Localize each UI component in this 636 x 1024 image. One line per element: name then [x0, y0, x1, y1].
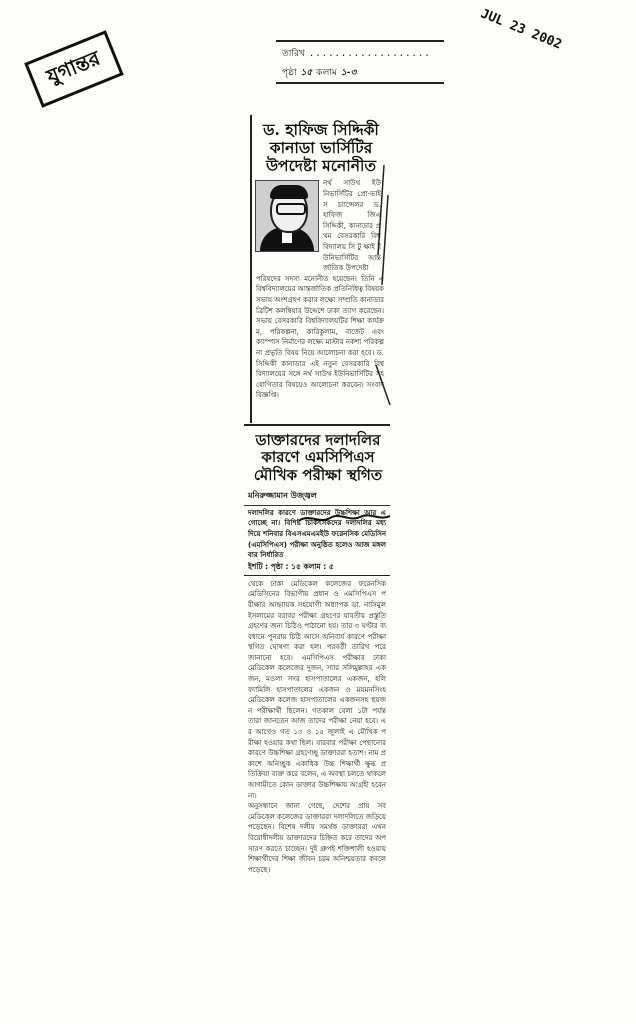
article2-headline: ডাক্তারদের দলাদলির কারণে এমসিপিএস মৌখিক পরীক্ষা স্থগিত: [244, 424, 390, 488]
column-value: ১-৩: [340, 68, 357, 78]
article-clipping-2: [244, 424, 390, 904]
page-label: পৃষ্ঠা: [282, 68, 297, 78]
date-label: তারিখ: [282, 49, 305, 59]
article2-byline: মনিরুজ্জামান উজ্জ্বল: [244, 488, 390, 506]
column-label: কলাম: [316, 68, 337, 78]
date-fill: ...................: [308, 48, 431, 59]
article2-continued-note: ইশটি : পৃষ্ঠা : ১৫ কলাম : ৫: [244, 561, 390, 576]
article1-side-text: নর্থ সাউথ ইউনিভার্সিটির প্রো-ভাইস চ্যান্সেলর ড. হাফিজ জিএ সিদ্দিকী, কানাডার প্রথম বেসরকারি বিশ্ববিদ্যালয় সি টু ক্ষাই ইউনিভার্সিটির আন্তর্জাতিক উপদেষ্টা: [323, 179, 381, 273]
date-stamp: JUL 23 2002: [478, 6, 564, 53]
article2-body-2: অনুসন্ধানে জানা গেছে, দেশের প্রায় সব মেডিকেল কলেজের ডাক্তাররা দলাদলিতে জড়িয়ে পড়েছেন। বিশেষ দলীয় সমর্থক ডাক্তাররা এখন বিরোধীদলীয় ডাক্তারদের চিহ্নিত করে তাদের অপসারণ করতে চাচ্ছেন। দুই গ্রুপই শক্তিশালী হওয়ায় শিক্ষার্থীদের শিক্ষা জীবন চরম অনিশ্চয়তার কবলে পড়েছে।: [248, 802, 386, 874]
margin-pen-marks: [372, 165, 392, 415]
article2-lead: দলাদলির কারণে ডাক্তারদের উচ্চশিক্ষা আর এগোচ্ছে না। বিশিষ্ট চিকিৎসকদের দলাদলির মধ্য দিয়ে শনিবার বিএসএমএমইউ ফরেনসিক মেডিসিন (এমসিপিএস) পরীক্ষা অনুষ্ঠিত হলেও আজ মঙ্গলবার নির্ধারিত: [248, 508, 386, 560]
portrait-photo: [255, 180, 319, 252]
date-row: [282, 44, 438, 63]
page-value: ১৫: [300, 68, 313, 78]
article1-body: পরিষদের সদস্য মনোনীত হয়েছেন। তিনি এ বিশ্ববিদ্যালয়ের আন্তর্জাতিক প্রতিনিধিত্ব বিষয়ক সভায় অংশগ্রহণ করার লক্ষ্যে সম্প্রতি কানাডার ব্রিটিশ কলম্বিয়ার উদ্দেশে ঢাকা ত্যাগ করেছেন। সভায় বেসরকারি বিশ্ববিদ্যালয়টির শিক্ষা কার্যক্রম, পরিকল্পনা, কারিকুলাম, বাজেট এবং ক্যাম্পাস নির্মাণের লক্ষ্যে মাস্টার নকশা পরিকল্পনা প্রভৃতি বিষয় নিয়ে আলোচনা করা হবে। ড. সিদ্দিকী কানাডার এই নতুন বেসরকারি বিশ্ববিদ্যালয়ের সঙ্গে নর্থ সাউথ ইউনিভার্সিটির সহযোগিতার বিষয়েও আলোচনা করবেন। সংবাদ বিজ্ঞপ্তি।: [256, 274, 384, 400]
newspaper-logo-text: যুগান্তর: [42, 45, 104, 89]
newspaper-logo-stamp: [24, 30, 124, 107]
article-clipping-1: [250, 115, 388, 423]
article1-headline: ড. হাফিজ সিদ্দিকী কানাডা ভার্সিটির উপদেষ্টা মনোনীত: [263, 120, 379, 175]
article1-photo-row: [252, 178, 388, 273]
article2-body-1: থেকে ঢাকা মেডিকেল কলেজের ফরেনসিক মেডিসিনের বিভাগীয় প্রধান ও এমসিপিএস পরীক্ষার আহ্বায়ক সহযোগী অধ্যাপক ডা. নাসিমুল ইসলামের বরাবর পরীক্ষা গ্রহণের যাবতীয় প্রস্তুতি গ্রহণের জন্য চিঠিও পাঠানো হয়। তার ৩ ঘণ্টার ব্যবধানে পুনরায় চিঠি আসে অনিবার্য কারণে পরীক্ষা স্থগিত ঘোষণা করা হল। পরবর্তী তারিখ পরে জানানো হবে। এমসিপিএস পরীক্ষার ঢাকা মেডিকেল কলেজের দুজন, স্যার সলিমুল্লাহর একজন, মওলা সদর হাসপাতালের একজন, হলি ফ্যামিলি হাসপাতালের একজন ও ময়মনসিংহ মেডিকেল কলেজ হাসপাতালের একজনসহ ছয়জন পরীক্ষার্থী ছিলেন। গতকাল বেলা ১টা পর্যন্ত তারা জানতেন আজ তাদের পরীক্ষা নেয়া হবে। এর আগেও গত ১৩ ও ১৫ জুলাই এ মৌখিক পরীক্ষা হওয়ার কথা ছিল। বারবার পরীক্ষা পেছানোর কারণে উচ্চশিক্ষা গ্রহণেচ্ছু ডাক্তাররা হতাশ। নাম প্রকাশে অনিচ্ছুক একাধিক উচ্চ শিক্ষার্থী ক্ষুব্ধ প্রতিক্রিয়া ব্যক্ত করে বলেন, এ অবস্থা চলতে থাকলে আগামীতে কোন ডাক্তার উচ্চশিক্ষায় আগ্রহী হবেন না।: [248, 579, 386, 800]
ink-scribble: [300, 514, 390, 524]
clipping-meta-box: [276, 40, 444, 84]
page-column-row: [282, 63, 438, 82]
